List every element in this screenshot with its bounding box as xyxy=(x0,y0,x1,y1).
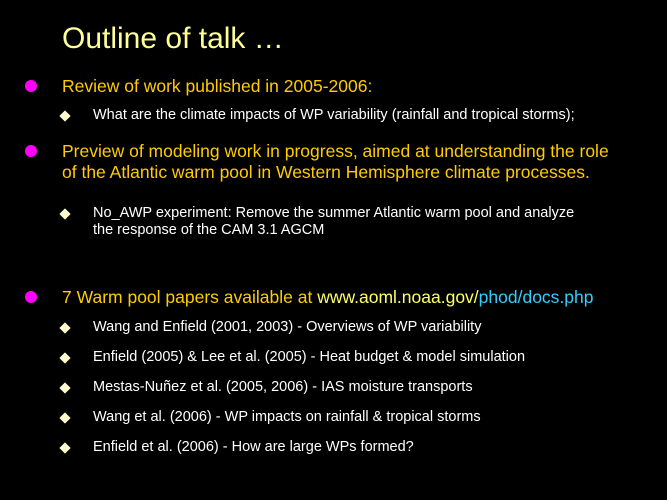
docs-link-host[interactable]: www.aoml.noaa.gov/ xyxy=(317,287,479,307)
diamond-bullet-icon xyxy=(59,382,70,393)
bullet-2-sub-line-2: the response of the CAM 3.1 AGCM xyxy=(93,222,325,238)
diamond-bullet-icon xyxy=(59,412,70,423)
paper-item: Wang et al. (2006) - WP impacts on rainfall & tropical storms xyxy=(93,409,481,425)
diamond-bullet-icon xyxy=(59,110,70,121)
bullet-dot-icon xyxy=(25,145,37,157)
bullet-3-text xyxy=(62,287,594,308)
diamond-bullet-icon xyxy=(59,442,70,453)
bullet-2-line-2: of the Atlantic warm pool in Western Hemisphere climate processes. xyxy=(62,162,590,182)
bullet-dot-icon xyxy=(25,80,37,92)
paper-item: Enfield (2005) & Lee et al. (2005) - Heat budget & model simulation xyxy=(93,349,526,365)
bullet-3-prefix: 7 Warm pool papers available at xyxy=(62,287,318,307)
diamond-bullet-icon xyxy=(59,352,70,363)
slide-title: Outline of talk … xyxy=(62,22,284,55)
docs-link-path[interactable]: phod/docs.php xyxy=(478,287,594,307)
diamond-bullet-icon xyxy=(59,208,70,219)
bullet-dot-icon xyxy=(25,291,37,303)
bullet-2-sub-line-1: No_AWP experiment: Remove the summer Atlantic warm pool and analyze xyxy=(93,205,575,221)
bullet-1-text: Review of work published in 2005-2006: xyxy=(62,76,373,96)
bullet-1-sub-1: What are the climate impacts of WP variability (rainfall and tropical storms); xyxy=(93,107,575,123)
paper-item: Wang and Enfield (2001, 2003) - Overviews of WP variability xyxy=(93,319,482,335)
paper-item: Mestas-Nuñez et al. (2005, 2006) - IAS moisture transports xyxy=(93,379,473,395)
paper-item: Enfield et al. (2006) - How are large WPs formed? xyxy=(93,439,414,455)
diamond-bullet-icon xyxy=(59,322,70,333)
bullet-2-line-1: Preview of modeling work in progress, aimed at understanding the role xyxy=(62,141,609,161)
